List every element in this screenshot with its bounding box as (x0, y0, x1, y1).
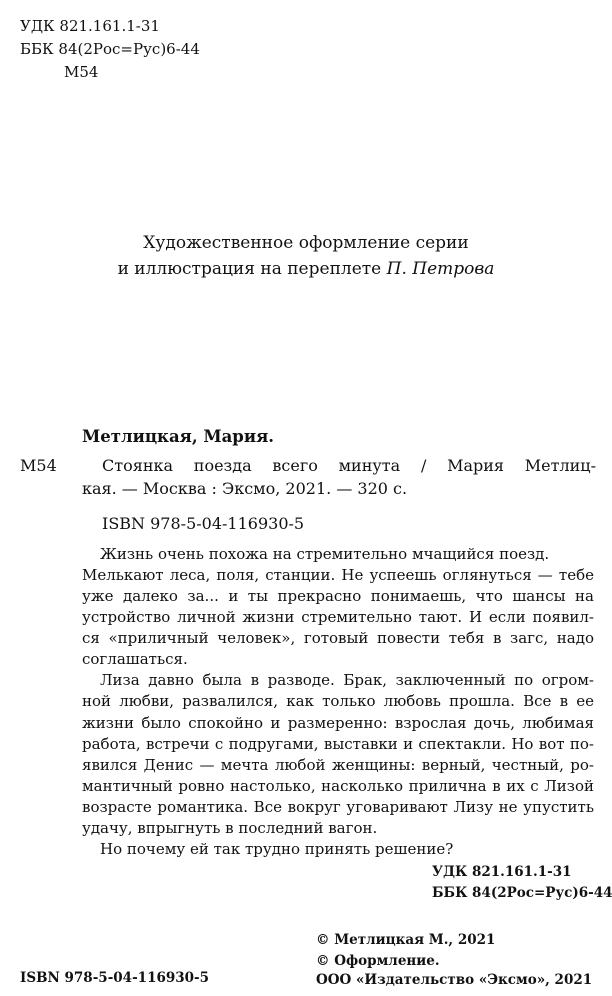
entry-isbn: ISBN 978-5-04-116930-5 (102, 514, 305, 533)
footer-isbn: ISBN 978-5-04-116930-5 (20, 970, 210, 986)
credits-line-2-prefix: и иллюстрация на переплете (117, 259, 387, 279)
annotation-line: Лиза давно была в разводе. Брак, заключенный по огром- (100, 671, 594, 689)
bottom-udk-code: УДК 821.161.1-31 (432, 864, 572, 880)
illustrator-name: П. Петрова (386, 259, 495, 279)
copyright-design: © Оформление. (316, 953, 440, 969)
top-author-mark: М54 (64, 63, 99, 81)
annotation-line: возрасте романтика. Все вокруг уговаривают Лизу не упустить (82, 798, 594, 816)
annotation-line: устройство личной жизни стремительно тают. И если появил- (82, 608, 594, 626)
top-udk-code: УДК 821.161.1-31 (20, 17, 160, 35)
entry-mark: М54 (20, 456, 57, 475)
annotation-line: ся «приличный человек», готовый повести тебя в загс, надо (82, 629, 594, 647)
annotation-line: ной любви, развалился, как только любовь прошла. Все в ее (82, 692, 594, 710)
annotation-line: удачу, впрыгнуть в последний вагон. (82, 819, 378, 837)
annotation-line: жизни было спокойно и размеренно: взрослая дочь, любимая (82, 714, 594, 732)
annotation-line: Жизнь очень похожа на стремительно мчащийся поезд. (100, 545, 550, 563)
bottom-bbk-code: ББК 84(2Рос=Рус)6-44 (432, 885, 612, 901)
copyright-publisher: ООО «Издательство «Эксмо», 2021 (316, 972, 593, 988)
credits-line-2 (0, 256, 612, 282)
entry-title-line-2: кая. — Москва : Эксмо, 2021. — 320 с. (82, 479, 408, 498)
annotation-line: работа, встречи с подругами, выставки и спектакли. Но вот по- (82, 735, 594, 753)
design-credits (0, 230, 612, 282)
annotation-line: явился Денис — мечта любой женщины: верный, честный, ро- (82, 756, 594, 774)
annotation-line: мантичный ровно настолько, насколько прилична в их с Лизой (82, 777, 594, 795)
entry-author: Метлицкая, Мария. (82, 427, 274, 446)
annotation-line: Мелькают леса, поля, станции. Не успеешь оглянуться — тебе (82, 566, 594, 584)
annotation-line: Но почему ей так трудно принять решение? (100, 840, 454, 858)
annotation-line: уже далеко за... и ты прекрасно понимаешь, что шансы на (82, 587, 594, 605)
copyright-author: © Метлицкая М., 2021 (316, 932, 496, 948)
entry-title-line-1: Стоянка поезда всего минута / Мария Метлиц- (102, 456, 596, 475)
annotation-line: соглашаться. (82, 650, 188, 668)
top-bbk-code: ББК 84(2Рос=Рус)6-44 (20, 40, 200, 58)
credits-line-1: Художественное оформление серии (143, 233, 469, 253)
